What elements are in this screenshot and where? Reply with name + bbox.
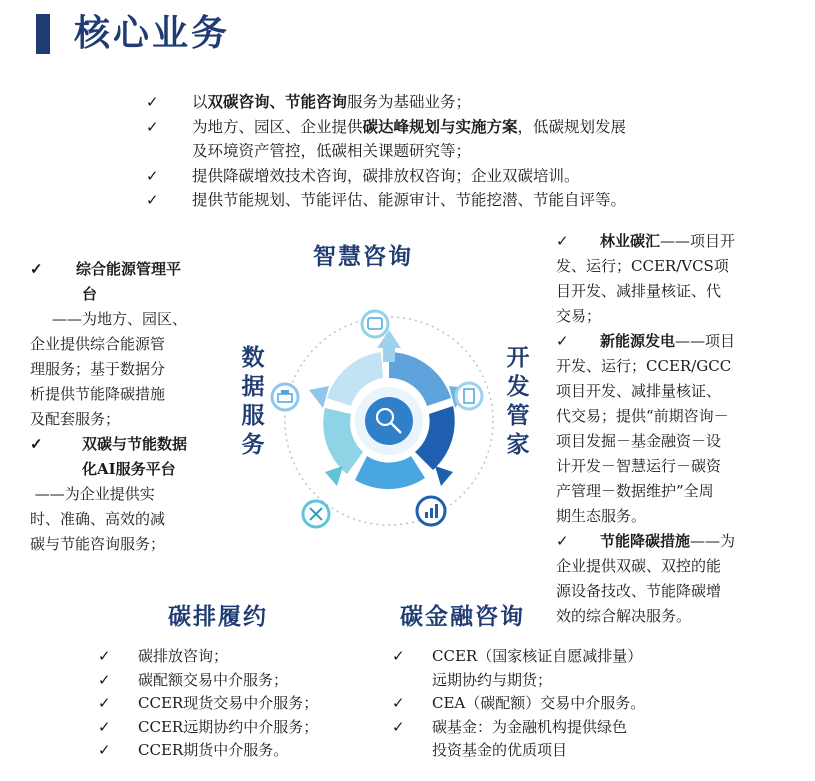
page-title: 核心业务 <box>74 13 231 54</box>
item-text: 提供降碳增效技术咨询，碳排放权咨询；企业双碳培训。 <box>192 166 580 185</box>
right-item-1 <box>556 229 781 254</box>
check-icon: ✓ <box>392 717 405 736</box>
item-highlight: 碳达峰规划与实施方案 <box>362 116 518 136</box>
item-desc: 理服务；基于数据分 <box>30 360 166 378</box>
item-title: 双碳与节能数据 <box>82 435 188 453</box>
item-desc: ——为企业提供实 <box>30 485 155 503</box>
item-desc: 时、准确、高效的减 <box>30 510 166 528</box>
list-item <box>98 692 318 716</box>
item-desc: 产管理－数据维护”全周 <box>556 482 714 500</box>
center-badge <box>365 397 413 445</box>
check-icon: ✓ <box>30 260 43 278</box>
item-desc: 开发、运行；CCER/GCC <box>556 357 732 375</box>
right-item-3 <box>556 529 781 554</box>
list-item <box>392 692 645 716</box>
title-accent-bar <box>36 14 50 54</box>
left-item-1-title <box>30 257 226 282</box>
item-desc: ——为 <box>690 532 736 550</box>
item-desc: 目开发、减排量核证、代 <box>556 282 722 300</box>
item-text: 服务为基础业务； <box>347 93 472 111</box>
list-item <box>98 739 318 763</box>
item-desc: 项目开发、减排量核证、 <box>556 382 722 400</box>
item-text: CCER期货中介服务。 <box>138 741 289 759</box>
category-carbon-finance: 碳金融咨询 <box>400 604 525 630</box>
check-icon: ✓ <box>98 717 111 736</box>
list-item-continuation: 及环境资产管控，低碳相关课题研究等； <box>192 142 472 160</box>
printer-icon <box>272 384 298 410</box>
category-carbon-compliance: 碳排履约 <box>168 604 268 630</box>
list-item <box>98 645 318 669</box>
chart-icon <box>417 497 445 525</box>
list-item <box>392 716 645 740</box>
category-char: 服 <box>241 403 265 429</box>
list-item-continuation: 远期协约与期货； <box>432 670 553 689</box>
left-item-2-title <box>30 432 226 457</box>
left-column <box>30 257 226 557</box>
arrow-left <box>309 386 329 408</box>
item-text: 碳排放咨询； <box>138 647 229 665</box>
item-text: 碳基金：为金融机构提供绿色 <box>432 717 628 736</box>
item-desc: 及配套服务； <box>30 410 121 428</box>
item-text: CEA（碳配额）交易中介服务。 <box>432 694 646 712</box>
item-text: 提供节能规划、节能评估、能源审计、节能挖潜、节能自评等。 <box>192 191 627 209</box>
check-icon: ✓ <box>556 232 569 250</box>
item-text: CCER远期协约中介服务； <box>138 717 319 736</box>
category-char: 务 <box>241 432 265 458</box>
item-title-cont: 化AI服务平台 <box>82 460 176 478</box>
check-icon: ✓ <box>98 694 111 712</box>
carbon-finance-list <box>392 645 645 763</box>
check-icon: ✓ <box>146 191 159 209</box>
category-char: 家 <box>506 432 530 458</box>
check-icon: ✓ <box>146 93 159 111</box>
item-desc: 效的综合解决服务。 <box>556 607 692 625</box>
arrow-bottom-left <box>325 466 343 486</box>
arrow-up-stem <box>383 348 395 362</box>
item-text: CCER现货交易中介服务； <box>138 694 319 712</box>
item-desc: 计开发－智慧运行－碳资 <box>556 457 722 475</box>
item-desc: 项目发掘－基金融资－设 <box>556 432 722 450</box>
item-title-cont: 台 <box>82 285 98 303</box>
list-item <box>146 115 626 140</box>
item-text: CCER（国家核证自愿减排量） <box>432 647 643 665</box>
list-item <box>392 645 645 669</box>
list-item <box>98 669 318 693</box>
check-icon: ✓ <box>98 647 111 665</box>
tools-icon <box>303 501 329 527</box>
list-item <box>146 164 626 189</box>
document-icon <box>456 383 482 409</box>
business-cycle-diagram <box>255 290 525 540</box>
category-char: 据 <box>241 374 265 400</box>
item-title: 林业碳汇 <box>600 232 661 250</box>
item-text: 为地方、园区、企业提供 <box>192 117 363 136</box>
check-icon: ✓ <box>392 694 405 712</box>
item-text: ，低碳规划发展 <box>517 117 627 136</box>
check-icon: ✓ <box>98 670 111 689</box>
item-desc: 碳与节能咨询服务； <box>30 535 166 553</box>
arrow-bottom-right <box>435 466 453 486</box>
carbon-compliance-list <box>98 645 318 763</box>
item-desc: ——为地方、园区、 <box>52 310 188 328</box>
check-icon: ✓ <box>98 741 111 759</box>
right-column <box>556 229 781 629</box>
list-item-continuation: 投资基金的优质项目 <box>432 741 568 759</box>
chat-icon <box>362 311 388 337</box>
item-desc: ——项目 <box>675 332 736 350</box>
list-item <box>146 188 626 213</box>
check-icon: ✓ <box>146 166 159 185</box>
item-desc: 代交易；提供“前期咨询－ <box>556 407 729 425</box>
item-desc: 期生态服务。 <box>556 507 647 525</box>
item-desc: 企业提供双碳、双控的能 <box>556 557 722 575</box>
check-icon: ✓ <box>30 435 43 453</box>
list-item <box>146 90 626 115</box>
item-highlight: 双碳咨询、节能咨询 <box>207 92 348 111</box>
core-business-list <box>146 90 626 213</box>
item-desc: ——项目开 <box>660 232 736 250</box>
category-char: 发 <box>506 374 530 400</box>
item-title: 节能降碳措施 <box>600 532 691 550</box>
check-icon: ✓ <box>392 647 405 665</box>
item-desc: 交易； <box>556 307 602 325</box>
right-item-2 <box>556 329 781 354</box>
check-icon: ✓ <box>556 332 569 350</box>
item-desc: 析提供节能降碳措施 <box>30 385 166 403</box>
item-text: 碳配额交易中介服务； <box>138 670 289 689</box>
category-smart-consulting: 智慧咨询 <box>313 244 413 270</box>
item-desc: 源设备技改、节能降碳增 <box>556 582 722 600</box>
item-desc: 企业提供综合能源管 <box>30 335 166 353</box>
item-title: 综合能源管理平 <box>76 260 182 278</box>
check-icon: ✓ <box>146 117 159 136</box>
check-icon: ✓ <box>556 532 569 550</box>
item-title: 新能源发电 <box>600 332 676 350</box>
category-char: 管 <box>506 403 530 429</box>
category-char: 开 <box>506 345 530 371</box>
item-text: 以 <box>192 93 208 111</box>
category-char: 数 <box>241 345 265 371</box>
list-item <box>98 716 318 740</box>
segment-bottom <box>355 456 425 489</box>
item-desc: 发、运行；CCER/VCS项 <box>556 257 729 275</box>
